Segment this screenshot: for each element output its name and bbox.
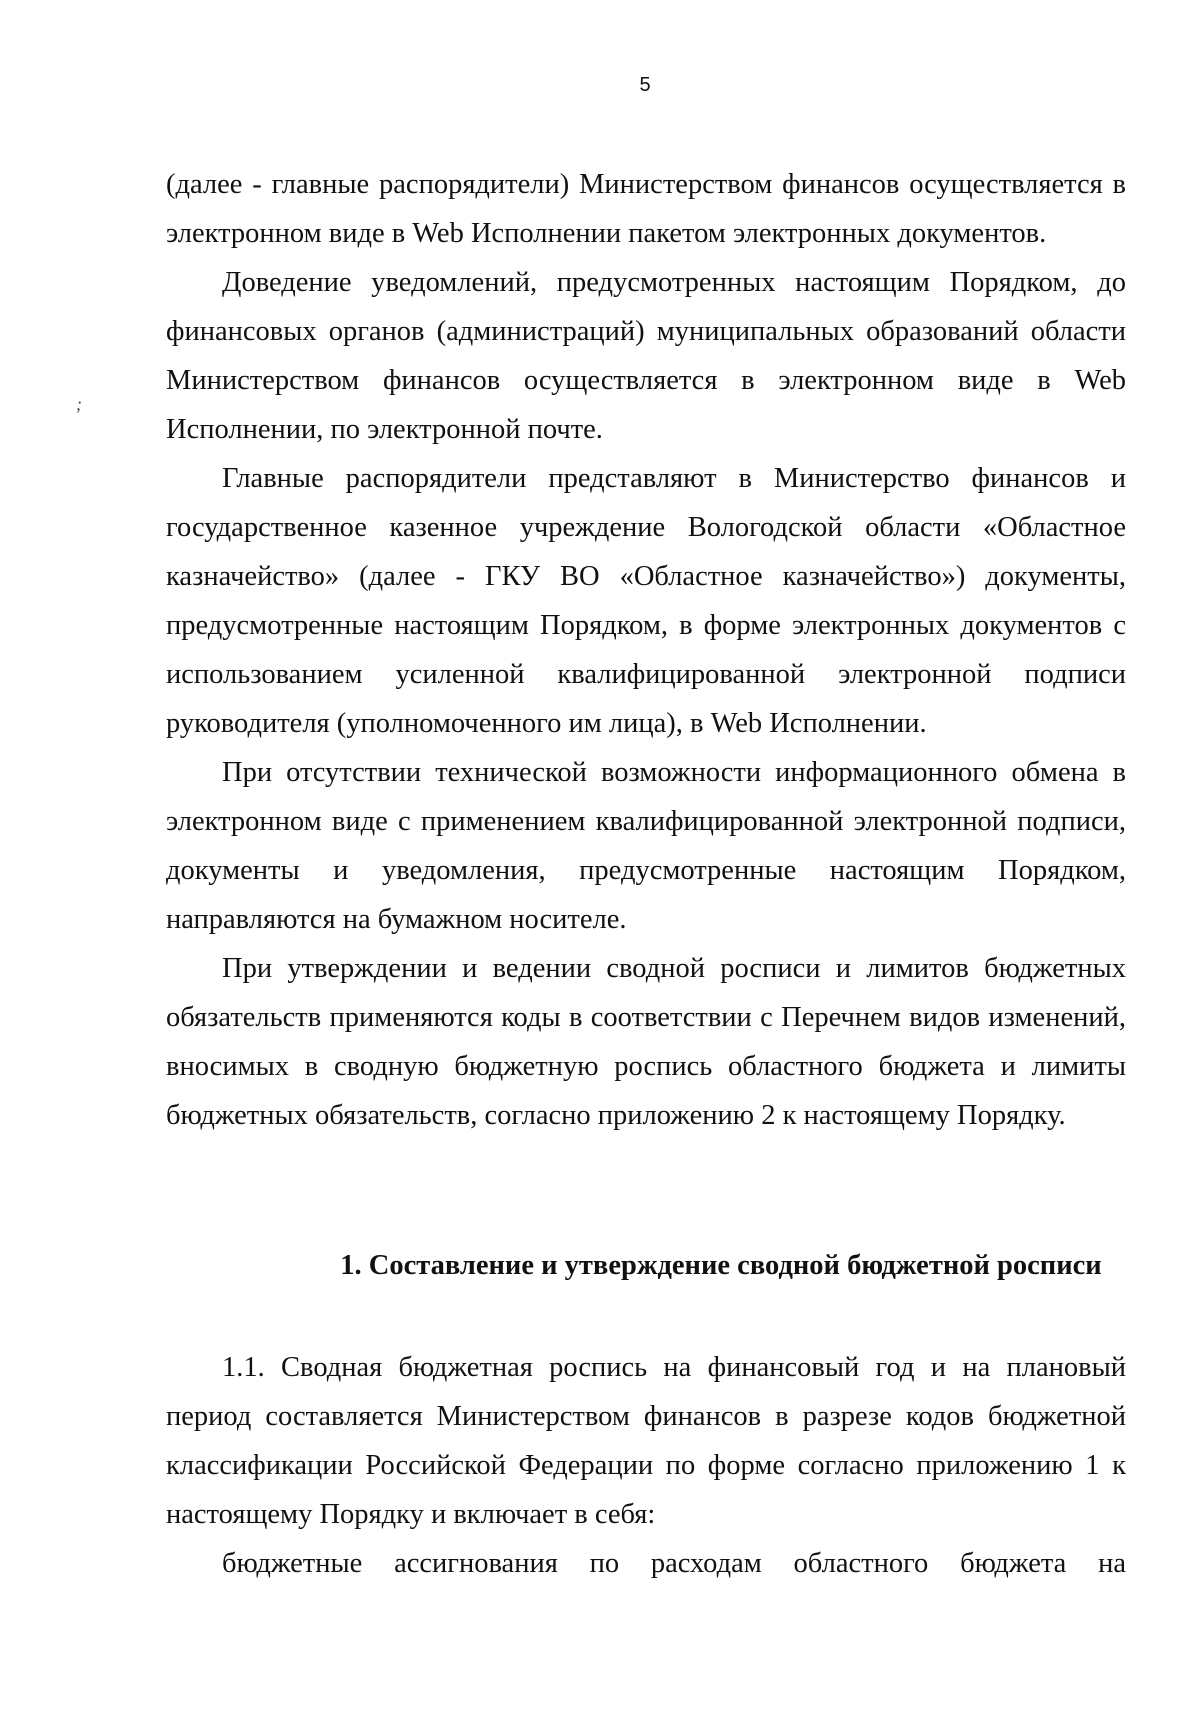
page-number: 5 bbox=[639, 74, 651, 96]
body-text-bottom bbox=[166, 1343, 1126, 1588]
paragraph: Главные распорядители представляют в Министерство финансов и государственное казенное учреждение Вологодской области «Областное казначейство» (далее - ГКУ ВО «Областное казначейство») документы, предусмотренные настоящим Порядком, в форме электронных документов с использованием усиленной квалифицированной электронной подписи руководителя (уполномоченного им лица), в Web Исполнении. bbox=[166, 463, 1126, 739]
section-heading: 1. Составление и утверждение сводной бюджетной росписи bbox=[340, 1250, 1102, 1281]
margin-mark: ; bbox=[76, 394, 82, 414]
paragraph: (далее - главные распорядители) Министерством финансов осуществляется в электронном виде в Web Исполнении пакетом электронных документов. bbox=[166, 169, 1126, 249]
paragraph: При утверждении и ведении сводной росписи и лимитов бюджетных обязательств применяются коды в соответствии с Перечнем видов изменений, вносимых в сводную бюджетную роспись областного бюджета и лимиты бюджетных обязательств, согласно приложению 2 к настоящему Порядку. bbox=[166, 953, 1126, 1131]
paragraph: бюджетные ассигнования по расходам областного бюджета на bbox=[222, 1548, 1126, 1579]
paragraph: При отсутствии технической возможности информационного обмена в электронном виде с применением квалифицированной электронной подписи, документы и уведомления, предусмотренные настоящим Порядком, направляются на бумажном носителе. bbox=[166, 757, 1126, 935]
paragraph: 1.1. Сводная бюджетная роспись на финансовый год и на плановый период составляется Министерством финансов в разрезе кодов бюджетной классификации Российской Федерации по форме согласно приложению 1 к настоящему Порядку и включает в себя: bbox=[166, 1352, 1126, 1530]
paragraph: Доведение уведомлений, предусмотренных настоящим Порядком, до финансовых органов (администраций) муниципальных образований области Министерством финансов осуществляется в электронном виде в Web Исполнении, по электронной почте. bbox=[166, 267, 1126, 445]
body-text-top bbox=[166, 160, 1126, 1140]
